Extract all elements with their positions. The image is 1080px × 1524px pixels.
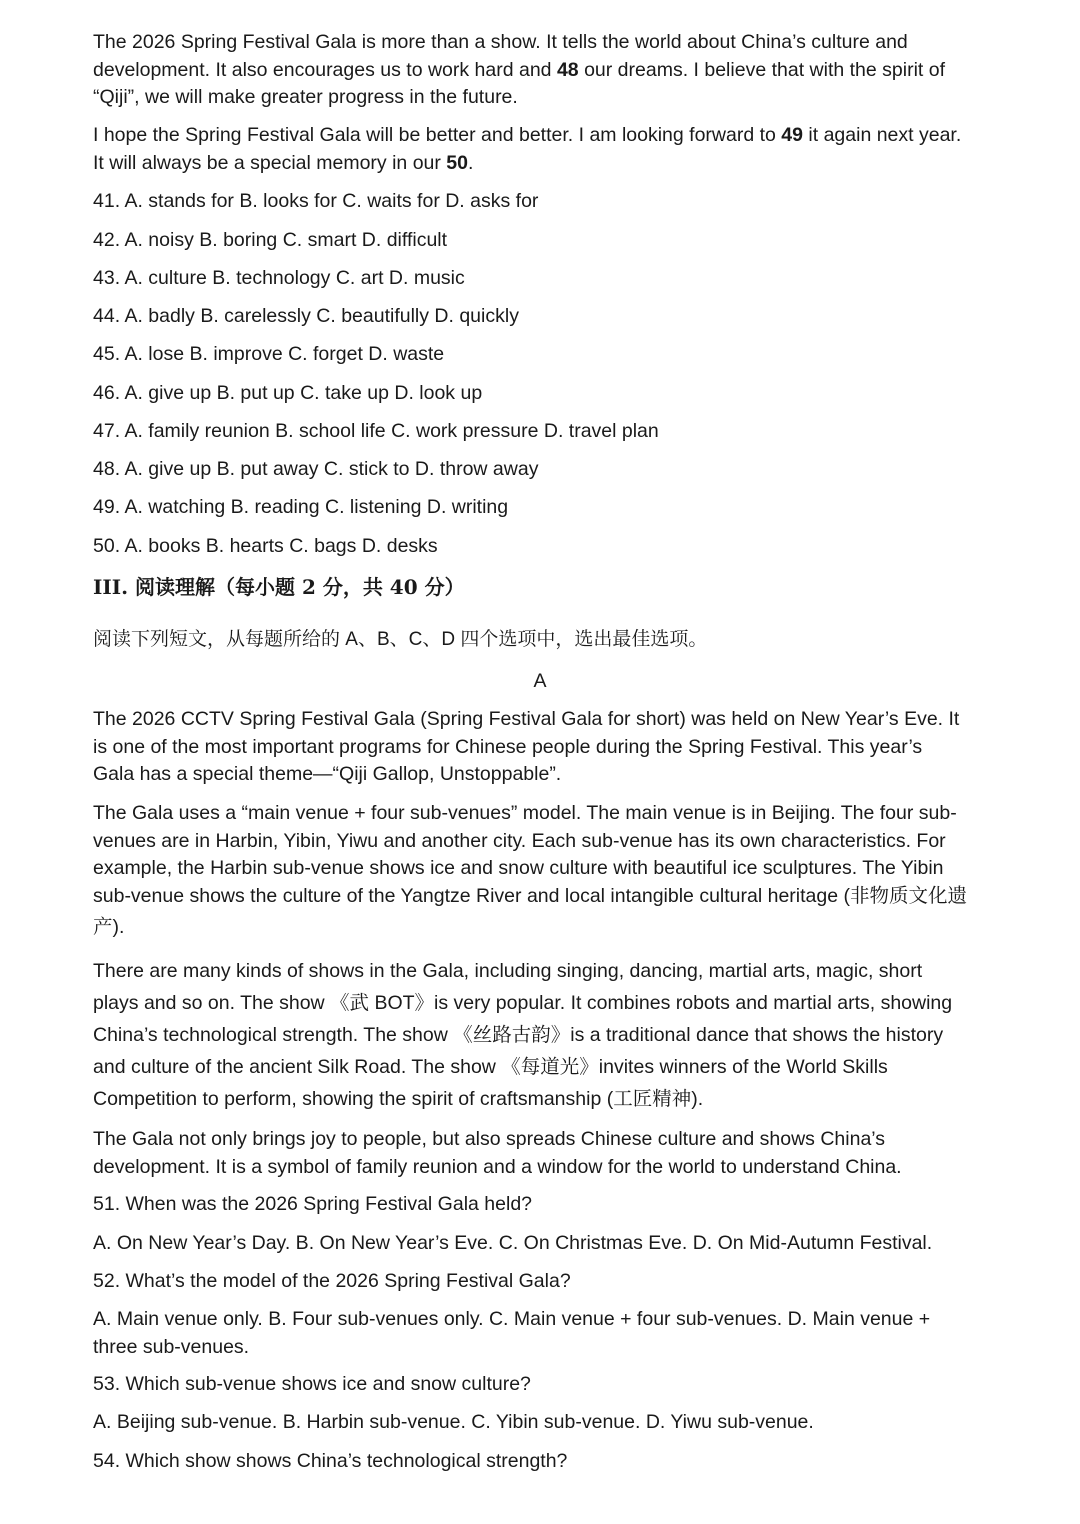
cloze-paragraph-1: The 2026 Spring Festival Gala is more than a show. It tells the world about China’s culture and development. It also encourages us to work hard and 48 our dreams. I believe that with the spirit of “Qiji”, we will make greater progress in the future. [93,31,945,108]
blank-50: 50 [446,151,468,174]
passage-a-paragraph-1: The 2026 CCTV Spring Festival Gala (Spring Festival Gala for short) was held on New Year’s Eve. It is one of the most important programs for Chinese people during the Spring Festival. This year’s Gala has a special theme—“Qiji Gallop, Unstoppable”. [93,708,960,785]
question-53-options: A. Beijing sub-venue. B. Harbin sub-venue. C. Yibin sub-venue. D. Yiwu sub-venue. [93,1411,814,1433]
question-51: 51. When was the 2026 Spring Festival Gala held? [93,1193,533,1215]
question-52-options: A. Main venue only. B. Four sub-venues only. C. Main venue + four sub-venues. D. Main venue + three sub-venues. [93,1308,931,1358]
cloze-option-46: 46. A. give up B. put up C. take up D. look up [93,382,483,404]
passage-a-paragraph-4: The Gala not only brings joy to people, but also spreads Chinese culture and shows China’s development. It is a symbol of family reunion and a window for the world to understand China. [93,1128,902,1178]
blank-49: 49 [781,124,803,146]
question-52: 52. What’s the model of the 2026 Spring Festival Gala? [93,1270,571,1292]
cloze-option-44: 44. A. badly B. carelessly C. beautifully D. quickly [93,305,519,327]
cloze-option-47: 47. A. family reunion B. school life C. work pressure D. travel plan [93,420,659,442]
passage-label: A [533,670,547,692]
cloze-option-50: 50. A. books B. hearts C. bags D. desks [93,535,438,557]
question-51-options: A. On New Year’s Day. B. On New Year’s Eve. C. On Christmas Eve. D. On Mid-Autumn Festival. [93,1232,933,1254]
question-54: 54. Which show shows China’s technological strength? [93,1450,568,1472]
blank-48: 48 [556,58,579,81]
section-instruction: 阅读下列短文，从每题所给的 A、B、C、D 四个选项中，选出最佳选项。 [93,629,708,650]
cloze-option-41: 41. A. stands for B. looks for C. waits for D. asks for [93,190,539,212]
question-53: 53. Which sub-venue shows ice and snow culture? [93,1373,531,1395]
section-heading: III. 阅读理解（每小题 2 分，共 40 分） [93,575,465,599]
passage-a-paragraph-2: The Gala uses a “main venue + four sub-venues” model. The main venue is in Beijing. The four sub- venues are in Harbin, Yibin, Yiwu and another city. Each sub-venue has its own characteristics. For example, the Harbin sub-venue shows ice and snow culture with beautiful ice sculptures. The Yibin sub-venue shows the culture of the Yangtze River and local intangible cultural heritage (非物质文化遗 产). [93,802,967,938]
cloze-option-42: 42. A. noisy B. boring C. smart D. difficult [93,229,448,251]
cloze-option-43: 43. A. culture B. technology C. art D. music [93,267,465,289]
cloze-option-49: 49. A. watching B. reading C. listening D. writing [93,496,509,518]
passage-a-paragraph-3: There are many kinds of shows in the Gala, including singing, dancing, martial arts, magic, short plays and so on. The show 《武 BOT》is very popular. It combines robots and martial arts, showing China’s technological strength. The show 《丝路古韵》is a traditional dance that shows the history and culture of the ancient Silk Road. The show 《每道光》invites winners of the World Skills Competition to perform, showing the spirit of craftsmanship (工匠精神). [93,960,953,1110]
cloze-option-45: 45. A. lose B. improve C. forget D. waste [93,343,445,365]
cloze-paragraph-2: I hope the Spring Festival Gala will be better and better. I am looking forward to 49 it again next year. It will always be a special memory in our 50. [93,124,962,174]
cloze-option-48: 48. A. give up B. put away C. stick to D. throw away [93,458,539,480]
